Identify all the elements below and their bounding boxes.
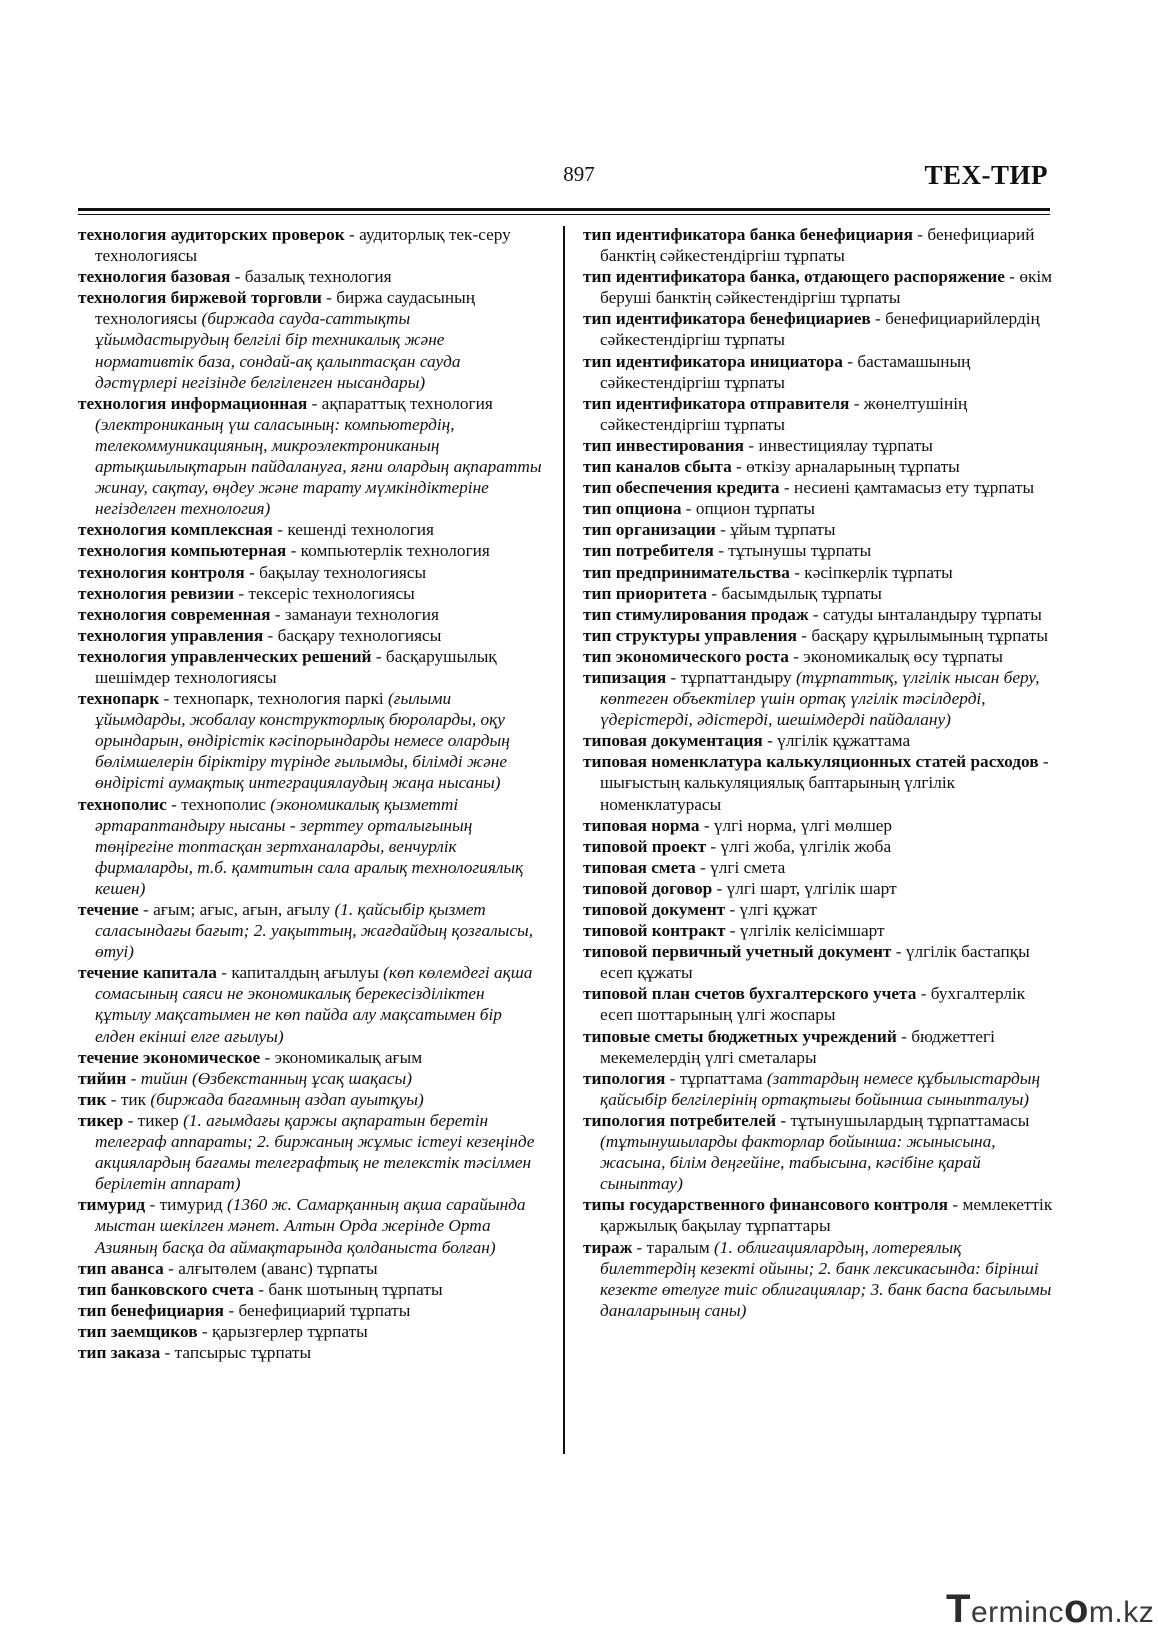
entry-translation: тұтынушылардың тұрпаттамасы [790, 1110, 1030, 1130]
header-rule-thick [78, 208, 1050, 211]
entry-translation: басқарушылық шешімдер технологиясы [95, 646, 497, 687]
entry-translation: тұтынушы тұрпаты [728, 541, 872, 561]
right-column [583, 224, 1053, 1321]
entry-translation: опцион тұрпаты [695, 499, 815, 519]
dictionary-entry: тип каналов сбыта - өткізу арналарының тұрпаты [583, 457, 960, 477]
entry-translation: инвестициялау тұрпаты [758, 435, 933, 455]
entry-translation: тапсырыс тұрпаты [174, 1342, 312, 1362]
entry-term: технология компьютерная [78, 541, 287, 561]
entry-term: тийин [78, 1068, 127, 1088]
entry-translation: тикер [137, 1110, 179, 1130]
dictionary-entry: тип опциона - опцион тұрпаты [583, 499, 815, 519]
entry-term: технология контроля [78, 562, 245, 582]
dictionary-entry: тип аванса - алғытөлем (аванс) тұрпаты [78, 1258, 378, 1278]
entry-term: типовой проект [583, 836, 707, 856]
entry-term: тип идентификатора банка бенефициария [583, 225, 913, 244]
entry-term: типовой первичный учетный документ [583, 942, 892, 962]
entry-term: тип предпринимательства [583, 562, 790, 582]
dictionary-entry: технология управления - басқару технологиясы [78, 625, 442, 645]
entry-term: технология аудиторских проверок [78, 225, 345, 244]
entry-translation: технопарк, технология паркі [173, 689, 384, 709]
entry-gloss: (тұрпаттық, үлгілік нысан беру, көптеген объектілер үшін ортақ үлгілік тәсілдерді, үдерістерді, әдістерді, шешімдерді пайдалану) [600, 667, 1040, 730]
entry-term: тираж [583, 1237, 633, 1257]
entry-gloss: (1. ағымдағы қаржы ақпаратын беретін телеграф аппараты; 2. биржаның жұмыс істеуі кезеңінде акциялардың бағамы телеграфтық не телекстік тәсілмен берілетін аппарат) [95, 1110, 535, 1194]
dictionary-entry: технология контроля - бақылау технологиясы [78, 562, 427, 582]
entry-term: тип экономического роста [583, 646, 789, 666]
entry-term: технология управления [78, 625, 264, 645]
dictionary-entry: тип идентификатора бенефициариев - бенефициарийлердің сәйкестендіргіш тұрпаты [583, 309, 1040, 350]
entry-translation: биржа саудасының технологиясы [95, 288, 475, 329]
entry-translation: кешенді технология [287, 520, 434, 540]
entry-term: технология комплексная [78, 520, 273, 540]
dictionary-entry: технология компьютерная - компьютерлік технология [78, 541, 490, 561]
entry-term: технология биржевой торговли [78, 288, 322, 308]
termincom-logo [946, 1587, 1155, 1631]
dictionary-entry: типовой договор - үлгі шарт, үлгілік шарт [583, 878, 897, 898]
dictionary-entry: типовой документ - үлгі құжат [583, 900, 817, 919]
left-column [78, 224, 544, 1363]
entry-translation: үлгілік келісімшарт [739, 921, 885, 941]
dictionary-entry: тип заемщиков - қарызгерлер тұрпаты [78, 1321, 368, 1341]
dictionary-entry: тип стимулирования продаж - сатуды ынталандыру тұрпаты [583, 604, 1042, 624]
dictionary-entry: технология аудиторских проверок - аудиторлық тек-серу технологиясы [78, 225, 511, 266]
entry-gloss: (1. қайсыбір қызмет саласындағы бағыт; 2. уақыттың, жағдайдың қозғалысы, өтуі) [95, 900, 534, 962]
dictionary-entry: течение - ағым; ағыс, ағын, ағылу (1. қайсыбір қызмет саласындағы бағыт; 2. уақыттың, жағдайдың қозғалысы, өтуі) [78, 900, 534, 962]
dictionary-entry: тип структуры управления - басқару құрылымының тұрпаты [583, 625, 1048, 645]
entry-translation: бухгалтерлік есеп шоттарының үлгі жоспары [600, 984, 1026, 1025]
entry-term: тип организации [583, 520, 716, 540]
entry-translation: ұйым тұрпаты [730, 520, 836, 540]
dictionary-entry: технополис - технополис (экономикалық қызметті әртараптандыру нысаны - зерттеу орталығының төңірегіне топтасқан зертханаларды, венчурлік фирмаларды, т.б. қамтитын сала аралық технологиялық кешен) [78, 794, 524, 898]
dictionary-entry: тип предпринимательства - кәсіпкерлік тұрпаты [583, 562, 953, 582]
entry-term: типовой план счетов бухгалтерского учета [583, 984, 917, 1004]
dictionary-entry: типовой контракт - үлгілік келісімшарт [583, 921, 885, 941]
entry-gloss: (заттардың немесе құбылыстардың қайсыбір белгілерінің ортақтығы бойынша сыныпталуы) [600, 1068, 1041, 1109]
page-number: 897 [563, 162, 595, 186]
entry-term: технология базовая [78, 267, 231, 287]
dictionary-entry: тип приоритета - басымдылық тұрпаты [583, 583, 882, 603]
entry-term: технология современная [78, 604, 271, 624]
dictionary-entry: технология управленческих решений - басқарушылық шешімдер технологиясы [78, 646, 497, 687]
entry-term: тип структуры управления [583, 625, 797, 645]
dictionary-entry: типовая норма - үлгі норма, үлгі мөлшер [583, 815, 893, 835]
entry-translation: сатуды ынталандыру тұрпаты [822, 604, 1042, 624]
dictionary-entry: тип заказа - тапсырыс тұрпаты [78, 1342, 312, 1362]
entry-term: тип стимулирования продаж [583, 604, 809, 624]
entry-term: типология [583, 1068, 666, 1088]
column-divider [563, 226, 565, 1454]
entry-translation: тик [120, 1089, 147, 1109]
entry-term: технополис [78, 794, 167, 814]
entry-gloss: (экономикалық қызметті әртараптандыру нысаны - зерттеу орталығының төңірегіне топтасқан зертханаларды, венчурлік фирмаларды, т.б. қамтитын сала аралық технологиялық кешен) [95, 794, 524, 898]
entry-translation: экономикалық өсу тұрпаты [803, 646, 1004, 666]
dictionary-entry: типовой план счетов бухгалтерского учета - бухгалтерлік есеп шоттарының үлгі жоспары [583, 984, 1026, 1025]
entry-translation: бенефициарий тұрпаты [238, 1300, 411, 1320]
entry-gloss: (ғылыми ұйымдарды, жобалау конструкторлық бюроларды, оқу орындарын, өндірістік кәсіпорындарды немесе олардың бөлімшелерін біріктіру түрінде ғылымды, білімді және өндірісті аумақтық интеграциялаудың жаңа нысаны) [95, 689, 510, 793]
entry-translation: технополис [181, 794, 266, 814]
entry-translation: ағым; ағыс, ағын, ағылу [153, 900, 331, 919]
entry-term: тикер [78, 1110, 124, 1130]
entry-term: тип инвестирования [583, 435, 745, 455]
dictionary-entry: тираж - таралым (1. облигациялардың, лотереялық билеттердің кезекті ойыны; 2. банк лексикасында: бірінші кезекте өтелуге тиіс облигациялар; 3. банк баспа басылымы даналарының саны) [583, 1237, 1052, 1320]
entry-term: течение [78, 900, 139, 919]
entry-translation: жөнелтушінің сәйкестендіргіш тұрпаты [600, 393, 968, 434]
dictionary-entry: течение капитала - капиталдың ағылуы (көп көлемдегі ақша сомасының саяси не экономикалық берекесізділіктен құтылу мақсатымен не көп пайда алу мақсатымен бір елден екінші елге ағылуы) [78, 963, 533, 1046]
entry-gloss: (1360 ж. Самарқанның ақша сарайында мыстан шекілген мәнет. Алтын Орда жерінде Орта Азияның басқа да аймақтарында қолданыста болған) [95, 1195, 526, 1257]
entry-term: типология потребителей [583, 1110, 777, 1130]
entry-translation: компьютерлік технология [300, 541, 490, 561]
entry-translation: тимурид [159, 1195, 223, 1215]
entry-translation: бюджеттегі мекемелердің үлгі сметалары [600, 1026, 995, 1067]
entry-translation: бастамашының сәйкестендіргіш тұрпаты [600, 351, 971, 392]
dictionary-entry: тип инвестирования - инвестициялау тұрпаты [583, 435, 933, 455]
dictionary-entry: тийин - тийин (Өзбекстанның ұсақ шақасы) [78, 1068, 412, 1088]
dictionary-entry: типовая смета - үлгі смета [583, 857, 786, 877]
dictionary-entry: технопарк - технопарк, технология паркі (ғылыми ұйымдарды, жобалау конструкторлық бюроларды, оқу орындарын, өндірістік кәсіпорындарды немесе олардың бөлімшелерін біріктіру түрінде ғылымды, білімді және өндірісті аумақтық интеграциялаудың жаңа нысаны) [78, 689, 510, 793]
dictionary-entry: тип идентификатора инициатора - бастамашының сәйкестендіргіш тұрпаты [583, 351, 971, 392]
entry-term: типизация [583, 667, 667, 687]
entry-gloss: (көп көлемдегі ақша сомасының саяси не экономикалық берекесізділіктен құтылу мақсатымен не көп пайда алу мақсатымен бір елден екінші елге ағылуы) [95, 963, 533, 1046]
entry-term: типовой документ [583, 900, 726, 919]
entry-gloss: (биржада бағамның аздап ауытқуы) [150, 1089, 424, 1109]
entry-translation: басқару технологиясы [277, 625, 442, 645]
entry-term: тип приоритета [583, 583, 707, 603]
dictionary-entry: технология информационная - ақпараттық технология (электрониканың үш саласының: компьютердің, телекоммуникацияның, микроэлектрониканың артықшылықтарын пайдалануға, яғни олардың ақпаратты жинау, сақтау, өңдеу және тарату мүмкіндіктеріне негізделген технология) [78, 393, 542, 519]
dictionary-entry: технология ревизии - тексеріс технологиясы [78, 583, 415, 603]
entry-term: технология управленческих решений [78, 646, 372, 666]
dictionary-entry: типология - тұрпаттама (заттардың немесе құбылыстардың қайсыбір белгілерінің ортақтығы бойынша сыныпталуы) [583, 1068, 1041, 1109]
entry-translation: үлгі шарт, үлгілік шарт [726, 878, 897, 898]
dictionary-entry: типы государственного финансового контроля - мемлекеттік қаржылық бақылау тұрпаттары [583, 1195, 1053, 1236]
dictionary-entry: технология биржевой торговли - биржа саудасының технологиясы (биржада сауда-саттықты ұйымдастырудың белгілі бір техникалық және нормативтік база, сондай-ақ қалыптасқан сауда дәстүрлері негізінде белгіленген нысандары) [78, 288, 475, 392]
entry-translation: үлгілік бастапқы есеп құжаты [600, 942, 1030, 983]
entry-term: тик [78, 1089, 107, 1109]
entry-term: тип идентификатора банка, отдающего распоряжение [583, 267, 1005, 287]
entry-term: типовая документация [583, 731, 763, 751]
entry-translation: бақылау технологиясы [259, 562, 427, 582]
entry-translation: капиталдың ағылуы [231, 963, 379, 983]
dictionary-entry: типология потребителей - тұтынушылардың тұрпаттамасы (тұтынушыларды факторлар бойынша: жынысына, жасына, білім деңгейіне, табысына, кәсібіне қарай сыныптау) [583, 1110, 1030, 1194]
entry-translation: тұрпаттандыру [680, 667, 792, 687]
dictionary-entry: тип банковского счета - банк шотының тұрпаты [78, 1279, 443, 1299]
dictionary-entry: тик - тик (биржада бағамның аздап ауытқуы) [78, 1089, 424, 1109]
entry-term: типовая норма [583, 815, 700, 835]
logo-text-a: erminc [970, 1596, 1064, 1629]
dictionary-entry: тип идентификатора банка, отдающего распоряжение - өкім беруші банктің сәйкестендіргіш тұрпаты [583, 267, 1053, 308]
entry-term: типовой договор [583, 878, 713, 898]
entry-translation: өткізу арналарының тұрпаты [746, 457, 960, 477]
entry-translation: таралым [646, 1237, 710, 1257]
entry-term: тимурид [78, 1195, 146, 1215]
running-head: ТЕХ-ТИР [924, 160, 1048, 190]
entry-gloss: (1. облигациялардың, лотереялық билеттердің кезекті ойыны; 2. банк лексикасында: бірінші кезекте өтелуге тиіс облигациялар; 3. банк баспа басылымы даналарының саны) [600, 1237, 1052, 1320]
dictionary-entry: тикер - тикер (1. ағымдағы қаржы ақпаратын беретін телеграф аппараты; 2. биржаның жұмыс істеуі кезеңінде акциялардың бағамы телеграфтық не телекстік тәсілмен берілетін аппарат) [78, 1110, 535, 1194]
entry-translation: үлгі норма, үлгі мөлшер [713, 815, 893, 835]
entry-term: типовой контракт [583, 921, 726, 941]
entry-term: технопарк [78, 689, 160, 709]
dictionary-entry: типовой первичный учетный документ - үлгілік бастапқы есеп құжаты [583, 942, 1030, 983]
entry-gloss: (тұтынушыларды факторлар бойынша: жынысына, жасына, білім деңгейіне, табысына, кәсібіне қарай сыныптау) [600, 1132, 996, 1194]
entry-term: типовая смета [583, 857, 696, 877]
entry-term: течение капитала [78, 963, 217, 983]
header-rule-thin [78, 214, 1050, 215]
dictionary-entry: типизация - тұрпаттандыру (тұрпаттық, үлгілік нысан беру, көптеген объектілер үшін ортақ үлгілік тәсілдерді, үдерістерді, әдістерді, шешімдерді пайдалану) [583, 667, 1040, 730]
entry-translation: кәсіпкерлік тұрпаты [804, 562, 953, 582]
entry-translation: тексеріс технологиясы [248, 583, 415, 603]
entry-translation: басқару құрылымының тұрпаты [811, 625, 1048, 645]
entry-gloss: (электрониканың үш саласының: компьютердің, телекоммуникацияның, микроэлектрониканың артықшылықтарын пайдалануға, яғни олардың ақпаратты жинау, сақтау, өңдеу және тарату мүмкіндіктеріне негізделген технология) [95, 414, 542, 519]
entry-translation: заманауи технология [284, 604, 439, 624]
entry-term: течение экономическое [78, 1047, 261, 1067]
entry-term: тип бенефициария [78, 1300, 225, 1320]
entry-term: типовые сметы бюджетных учреждений [583, 1026, 897, 1046]
dictionary-entry: тип экономического роста - экономикалық өсу тұрпаты [583, 646, 1004, 666]
dictionary-entry: технология комплексная - кешенді технология [78, 520, 434, 540]
entry-term: тип аванса [78, 1258, 164, 1278]
entry-term: типы государственного финансового контроля [583, 1195, 949, 1215]
entry-term: тип идентификатора бенефициариев [583, 309, 871, 329]
entry-translation: өкім беруші банктің сәйкестендіргіш тұрпаты [600, 267, 1053, 308]
entry-term: тип обеспечения кредита [583, 478, 780, 498]
entry-translation: несиені қамтамасыз ету тұрпаты [793, 478, 1035, 498]
entry-translation: бенефициарийлердің сәйкестендіргіш тұрпаты [600, 309, 1040, 350]
entry-translation: алғытөлем (аванс) тұрпаты [178, 1258, 378, 1278]
dictionary-entry: тип обеспечения кредита - несиені қамтамасыз ету тұрпаты [583, 478, 1035, 498]
dictionary-entry: типовая номенклатура калькуляционных статей расходов - шығыстың калькуляциялық баптарының үлгілік номенклатурасы [583, 752, 1049, 814]
entry-translation: ақпараттық технология [321, 393, 493, 413]
entry-translation: экономикалық ағым [274, 1047, 423, 1067]
dictionary-entry: тип организации - ұйым тұрпаты [583, 520, 836, 540]
dictionary-entry: технология базовая - базалық технология [78, 267, 392, 287]
dictionary-entry: типовая документация - үлгілік құжаттама [583, 731, 911, 751]
entry-translation: басымдылық тұрпаты [721, 583, 882, 603]
entry-translation: бенефициарий банктің сәйкестендіргіш тұрпаты [600, 225, 1035, 266]
logo-letter-t: T [946, 1587, 971, 1631]
dictionary-entry: тип потребителя - тұтынушы тұрпаты [583, 541, 872, 561]
dictionary-entry: технология современная - заманауи технология [78, 604, 439, 624]
entry-translation: қарызгерлер тұрпаты [211, 1321, 368, 1341]
dictionary-entry: тип идентификатора банка бенефициария - бенефициарий банктің сәйкестендіргіш тұрпаты [583, 225, 1035, 266]
entry-translation: үлгілік құжаттама [777, 731, 911, 751]
entry-translation: үлгі смета [710, 857, 786, 877]
dictionary-entry: типовой проект - үлгі жоба, үлгілік жоба [583, 836, 892, 856]
entry-term: тип заемщиков [78, 1321, 198, 1341]
entry-translation: мемлекеттік қаржылық бақылау тұрпаттары [600, 1195, 1053, 1236]
entry-translation: тұрпаттама [679, 1068, 763, 1088]
entry-translation: үлгі құжат [739, 900, 817, 919]
entry-term: тип опциона [583, 499, 682, 519]
dictionary-entry: тимурид - тимурид (1360 ж. Самарқанның ақша сарайында мыстан шекілген мәнет. Алтын Орда жерінде Орта Азияның басқа да аймақтарында қолданыста болған) [78, 1195, 526, 1257]
entry-translation: базалық технология [244, 267, 392, 287]
entry-translation: банк шотының тұрпаты [268, 1279, 443, 1299]
entry-translation: аудиторлық тек-серу технологиясы [95, 225, 511, 266]
entry-term: технология информационная [78, 393, 308, 413]
logo-text-b: m.kz [1088, 1596, 1155, 1629]
entry-term: тип идентификатора отправителя [583, 393, 850, 413]
entry-translation: үлгі жоба, үлгілік жоба [720, 836, 892, 856]
entry-gloss: тийин (Өзбекстанның ұсақ шақасы) [140, 1068, 412, 1088]
dictionary-entry: тип бенефициария - бенефициарий тұрпаты [78, 1300, 411, 1320]
entry-term: технология ревизии [78, 583, 235, 603]
dictionary-entry: течение экономическое - экономикалық ағым [78, 1047, 423, 1067]
entry-term: тип банковского счета [78, 1279, 254, 1299]
entry-term: тип потребителя [583, 541, 714, 561]
dictionary-entry: типовые сметы бюджетных учреждений - бюджеттегі мекемелердің үлгі сметалары [583, 1026, 995, 1067]
logo-letter-o: o [1063, 1587, 1089, 1631]
entry-translation: шығыстың калькуляциялық баптарының үлгілік номенклатурасы [600, 773, 956, 814]
dictionary-entry: тип идентификатора отправителя - жөнелтушінің сәйкестендіргіш тұрпаты [583, 393, 968, 434]
entry-term: типовая номенклатура калькуляционных статей расходов [583, 752, 1039, 772]
entry-term: тип заказа [78, 1342, 161, 1362]
entry-term: тип идентификатора инициатора [583, 351, 843, 371]
entry-term: тип каналов сбыта [583, 457, 732, 477]
entry-gloss: (биржада сауда-саттықты ұйымдастырудың белгілі бір техникалық және нормативтік база, сондай-ақ қалыптасқан сауда дәстүрлері негізінде белгіленген нысандары) [95, 309, 461, 392]
